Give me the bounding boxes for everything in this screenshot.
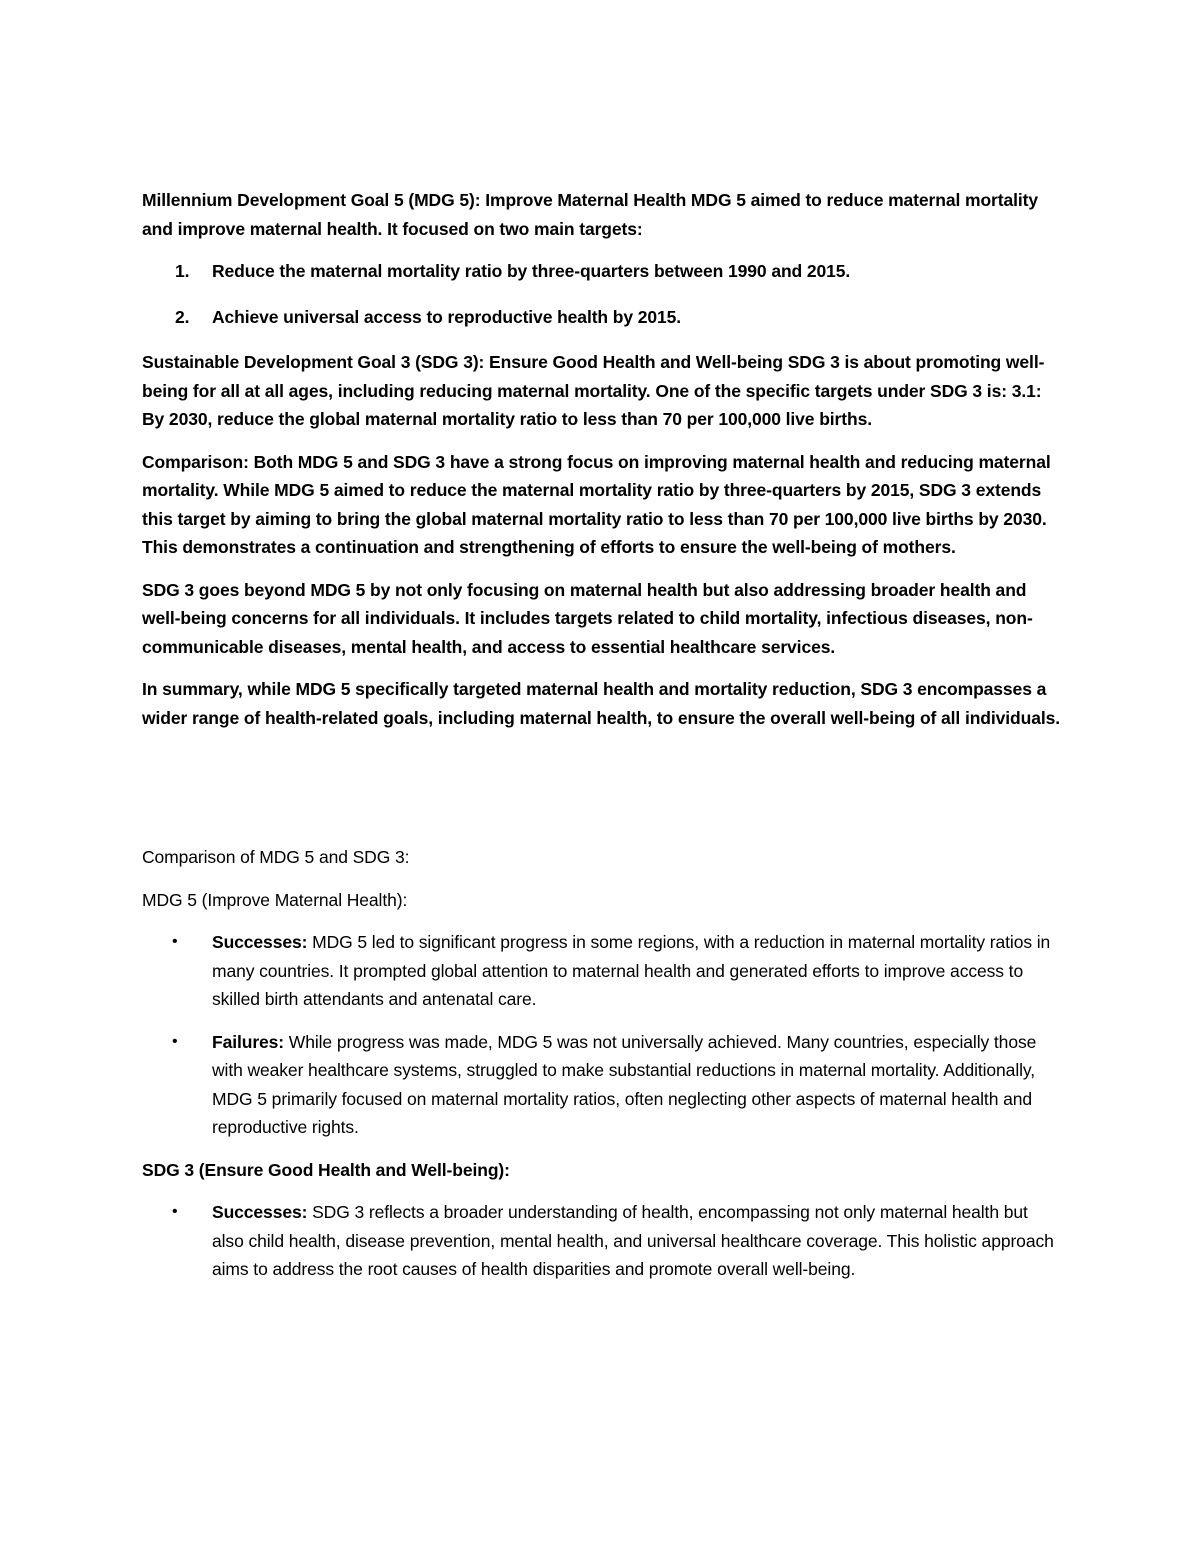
list-item <box>142 1198 1062 1284</box>
bullet-icon: • <box>172 1203 178 1220</box>
list-item <box>142 1028 1062 1142</box>
sdg3-bullet-list <box>142 1198 1062 1284</box>
item-label: Successes: <box>212 932 308 952</box>
list-item <box>142 303 1062 332</box>
list-number: 2. <box>175 306 190 327</box>
summary-paragraph: In summary, while MDG 5 specifically targeted maternal health and mortality reduction, SDG 3 encompasses a wider range of health-related goals, including maternal health, to ensure the overall well-being of all individuals. <box>142 679 1061 728</box>
mdg5-intro-paragraph: Millennium Development Goal 5 (MDG 5): Improve Maternal Health MDG 5 aimed to reduce maternal mortality and improve maternal health. It focused on two main targets: <box>142 190 1039 239</box>
list-item <box>142 928 1062 1014</box>
item-text: MDG 5 led to significant progress in some regions, with a reduction in maternal mortality ratios in many countries. It prompted global attention to maternal health and generated efforts to improve access to skilled birth attendants and antenatal care. <box>212 932 1051 1009</box>
spacer <box>142 746 1062 843</box>
item-label: Successes: <box>212 1202 308 1222</box>
list-item-text: Achieve universal access to reproductive health by 2015. <box>212 306 682 327</box>
mdg5-targets-list <box>142 257 1062 331</box>
bullet-icon: • <box>172 1032 178 1050</box>
comparison-paragraph: Comparison: Both MDG 5 and SDG 3 have a strong focus on improving maternal health and reducing maternal mortality. While MDG 5 aimed to reduce the maternal mortality ratio by three-quarters by 2015, SDG 3 extends this target by aiming to bring the global maternal mortality ratio to less than 70 per 100,000 live births by 2030. This demonstrates a continuation and strengthening of efforts to ensure the well-being of mothers. <box>142 451 1051 557</box>
section-heading: Comparison of MDG 5 and SDG 3: <box>142 847 410 867</box>
list-item-text: Reduce the maternal mortality ratio by three-quarters between 1990 and 2015. <box>212 261 851 281</box>
bullet-icon: • <box>172 933 178 950</box>
sdg3-subheading: SDG 3 (Ensure Good Health and Well-being): <box>142 1159 510 1180</box>
list-item <box>142 257 1062 286</box>
item-label: Failures: <box>212 1031 285 1052</box>
item-text: SDG 3 reflects a broader understanding of health, encompassing not only maternal health but also child health, disease prevention, mental health, and universal healthcare coverage. This holistic approach aims to address the root causes of health disparities and promote overall well-being. <box>212 1202 1054 1279</box>
mdg5-bullet-list <box>142 928 1062 1142</box>
document-page <box>142 186 1062 1298</box>
sdg3-paragraph: Sustainable Development Goal 3 (SDG 3): Ensure Good Health and Well-being SDG 3 is about promoting well-being for all at all ages, including reducing maternal mortality. One of the specific targets under SDG 3 is: 3.1: By 2030, reduce the global maternal mortality ratio to less than 70 per 100,000 live births. <box>142 352 1045 429</box>
item-text: While progress was made, MDG 5 was not universally achieved. Many countries, especially those with weaker healthcare systems, struggled to make substantial reductions in maternal mortality. Additionally, MDG 5 primarily focused on maternal mortality ratios, often neglecting other aspects of maternal health and reproductive rights. <box>212 1031 1037 1137</box>
mdg5-subheading: MDG 5 (Improve Maternal Health): <box>142 889 408 910</box>
list-number: 1. <box>175 261 190 281</box>
beyond-paragraph: SDG 3 goes beyond MDG 5 by not only focusing on maternal health but also addressing broader health and well-being concerns for all individuals. It includes targets related to child mortality, infectious diseases, non-communicable diseases, mental health, and access to essential healthcare services. <box>142 579 1033 657</box>
